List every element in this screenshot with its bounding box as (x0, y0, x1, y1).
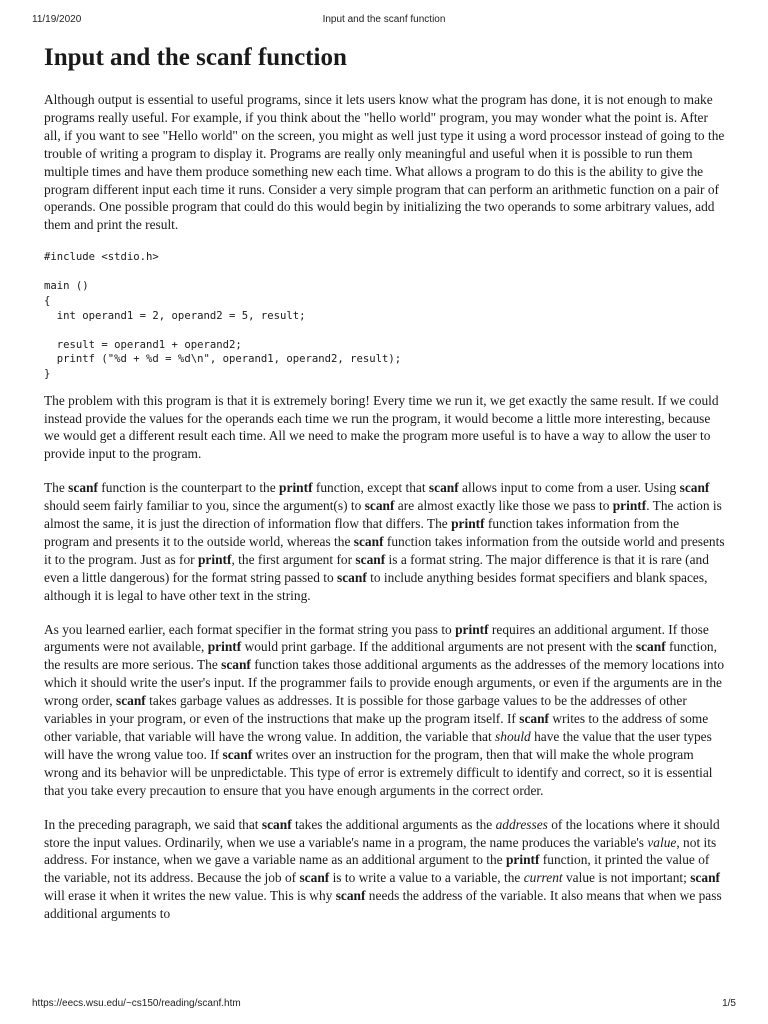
print-url: https://eecs.wsu.edu/~cs150/reading/scanf.htm (32, 998, 241, 1009)
keyword: scanf (221, 657, 251, 673)
keyword: printf (197, 551, 232, 567)
keyword: printf (612, 498, 647, 514)
keyword: scanf (222, 746, 253, 762)
text: are almost exactly like those we pass to (394, 498, 613, 514)
keyword: scanf (299, 870, 330, 886)
emphasis: current (523, 870, 563, 886)
keyword: scanf (261, 816, 292, 832)
keyword: scanf (364, 498, 395, 514)
text: , not its address. For instance, when we gave a variable name as an additional argument to the (44, 834, 717, 868)
text: , the first argument for (231, 551, 356, 567)
text: is a format string. The major difference is that it is rare (and even a little dangerous) for the format string passed to (44, 551, 709, 585)
keyword: scanf (115, 693, 146, 709)
text: function, the results are more serious. The (44, 639, 717, 673)
text: writes to the address of some other variable, that variable will have the wrong value. In addition, the variable that (44, 711, 709, 744)
paragraph-arguments (44, 621, 726, 800)
text: takes garbage values as addresses. It is possible for those garbage values to be the addresses of other variables in your program, or even of the instructions that make up the program itself. If (44, 693, 687, 727)
text: takes the additional arguments as the (291, 816, 496, 832)
paragraph-addresses (44, 816, 726, 923)
keyword: printf (505, 852, 540, 868)
text: In the preceding paragraph, we said that (44, 816, 262, 832)
text: is to write a value to a variable, the (329, 870, 524, 886)
text: to include anything besides format specifiers and blank spaces, although it is legal to have other text in the string. (44, 569, 708, 603)
article (44, 42, 726, 939)
keyword: scanf (353, 533, 384, 549)
keyword: printf (451, 516, 485, 532)
text: requires an additional argument. If those arguments were not available, (44, 621, 709, 655)
text: function takes information from the program and presents it to the outside world, whereas the (44, 516, 680, 549)
emphasis: addresses (495, 816, 548, 832)
text: The (44, 480, 69, 496)
text: function, except that (312, 480, 429, 496)
text: function takes information from the outside world and presents it to the program. Just as for (44, 533, 725, 567)
emphasis: should (495, 729, 531, 744)
text: will erase it when it writes the new value. This is why (44, 888, 336, 904)
paragraph-scanf-intro (44, 479, 726, 604)
text: allows input to come from a user. Using (458, 480, 680, 496)
keyword: scanf (355, 551, 386, 567)
keyword: scanf (635, 639, 666, 655)
keyword: scanf (337, 569, 367, 585)
text: As you learned earlier, each format specifier in the format string you pass to (44, 621, 456, 637)
paragraph-intro: Although output is essential to useful programs, since it lets users know what the program has done, it is not enough to make programs really useful. For example, if you think about the "hello world" program, you may wonder what the point is. After all, if you want to see "Hello world" on the screen, you might as well just type it using a word processor instead of going to the trouble of writing a program to display it. Programs are really only meaningful and useful when it is possible to run them multiple times and have them produce something new each time. What allows a program to do this is the ability to give the program different input each time it runs. Consider a very simple program that can perform an arithmetic function on a pair of operands. One possible program that could do this would begin by initializing the two operands to some arbitrary values, add them and print the result. (44, 92, 725, 233)
code-block: #include <stdio.h> main () { int operand1 = 2, operand2 = 5, result; result = operand1 + operand2; printf ("%d + %d = %d\n", operand1, operand2, result); } (44, 251, 402, 380)
text: of the locations where it should store the input values. Ordinarily, when we use a variable's name in a program, the name produces the variable's (44, 816, 720, 850)
page-number: 1/5 (722, 998, 736, 1009)
keyword: scanf (335, 888, 366, 904)
text: have the value that the user types will have the wrong value too. If (44, 729, 712, 762)
text: function, it printed the value of the variable, not its address. Because the job of (44, 852, 710, 886)
print-footer (32, 998, 736, 1012)
keyword: scanf (679, 480, 710, 496)
print-date: 11/19/2020 (32, 14, 82, 25)
text: . The action is almost the same, it is just the direction of information flow that differs. The (44, 498, 722, 532)
keyword: printf (207, 639, 242, 655)
text: function is the counterpart to the (97, 480, 280, 496)
keyword: printf (455, 621, 489, 637)
print-page-title: Input and the scanf function (322, 14, 446, 25)
keyword: scanf (519, 711, 549, 727)
paragraph-problem: The problem with this program is that it is extremely boring! Every time we run it, we get exactly the same result. If we could instead provide the values for the operands each time we run the program, it would become a little more interesting, because we would get a different result each time. All we need to make the program more useful is to have a way to allow the user to provide input to the program. (44, 392, 719, 462)
page-title: Input and the scanf function (44, 44, 347, 71)
text: should seem fairly familiar to you, since the argument(s) to (44, 498, 365, 514)
keyword: scanf (68, 480, 98, 496)
keyword: scanf (428, 480, 459, 496)
print-header (32, 14, 736, 28)
emphasis: value (647, 834, 677, 850)
text: value is not important; (562, 870, 691, 886)
text: would print garbage. If the additional arguments are not present with the (241, 639, 636, 655)
keyword: scanf (690, 870, 720, 886)
text: needs the address of the variable. It also means that when we pass additional arguments to (44, 888, 722, 922)
text: writes over an instruction for the program, then that will make the whole program wrong and its behavior will be unpredictable. This type of error is extremely difficult to identify and correct, so it is essential that you take every precaution to ensure that you have enough arguments in the correct order. (44, 746, 713, 798)
text: function takes those additional arguments as the addresses of the memory locations into which it should write the user's input. If the programmer fails to provide enough arguments, or even if the arguments are in the wrong order, (44, 657, 725, 709)
keyword: printf (279, 480, 313, 496)
